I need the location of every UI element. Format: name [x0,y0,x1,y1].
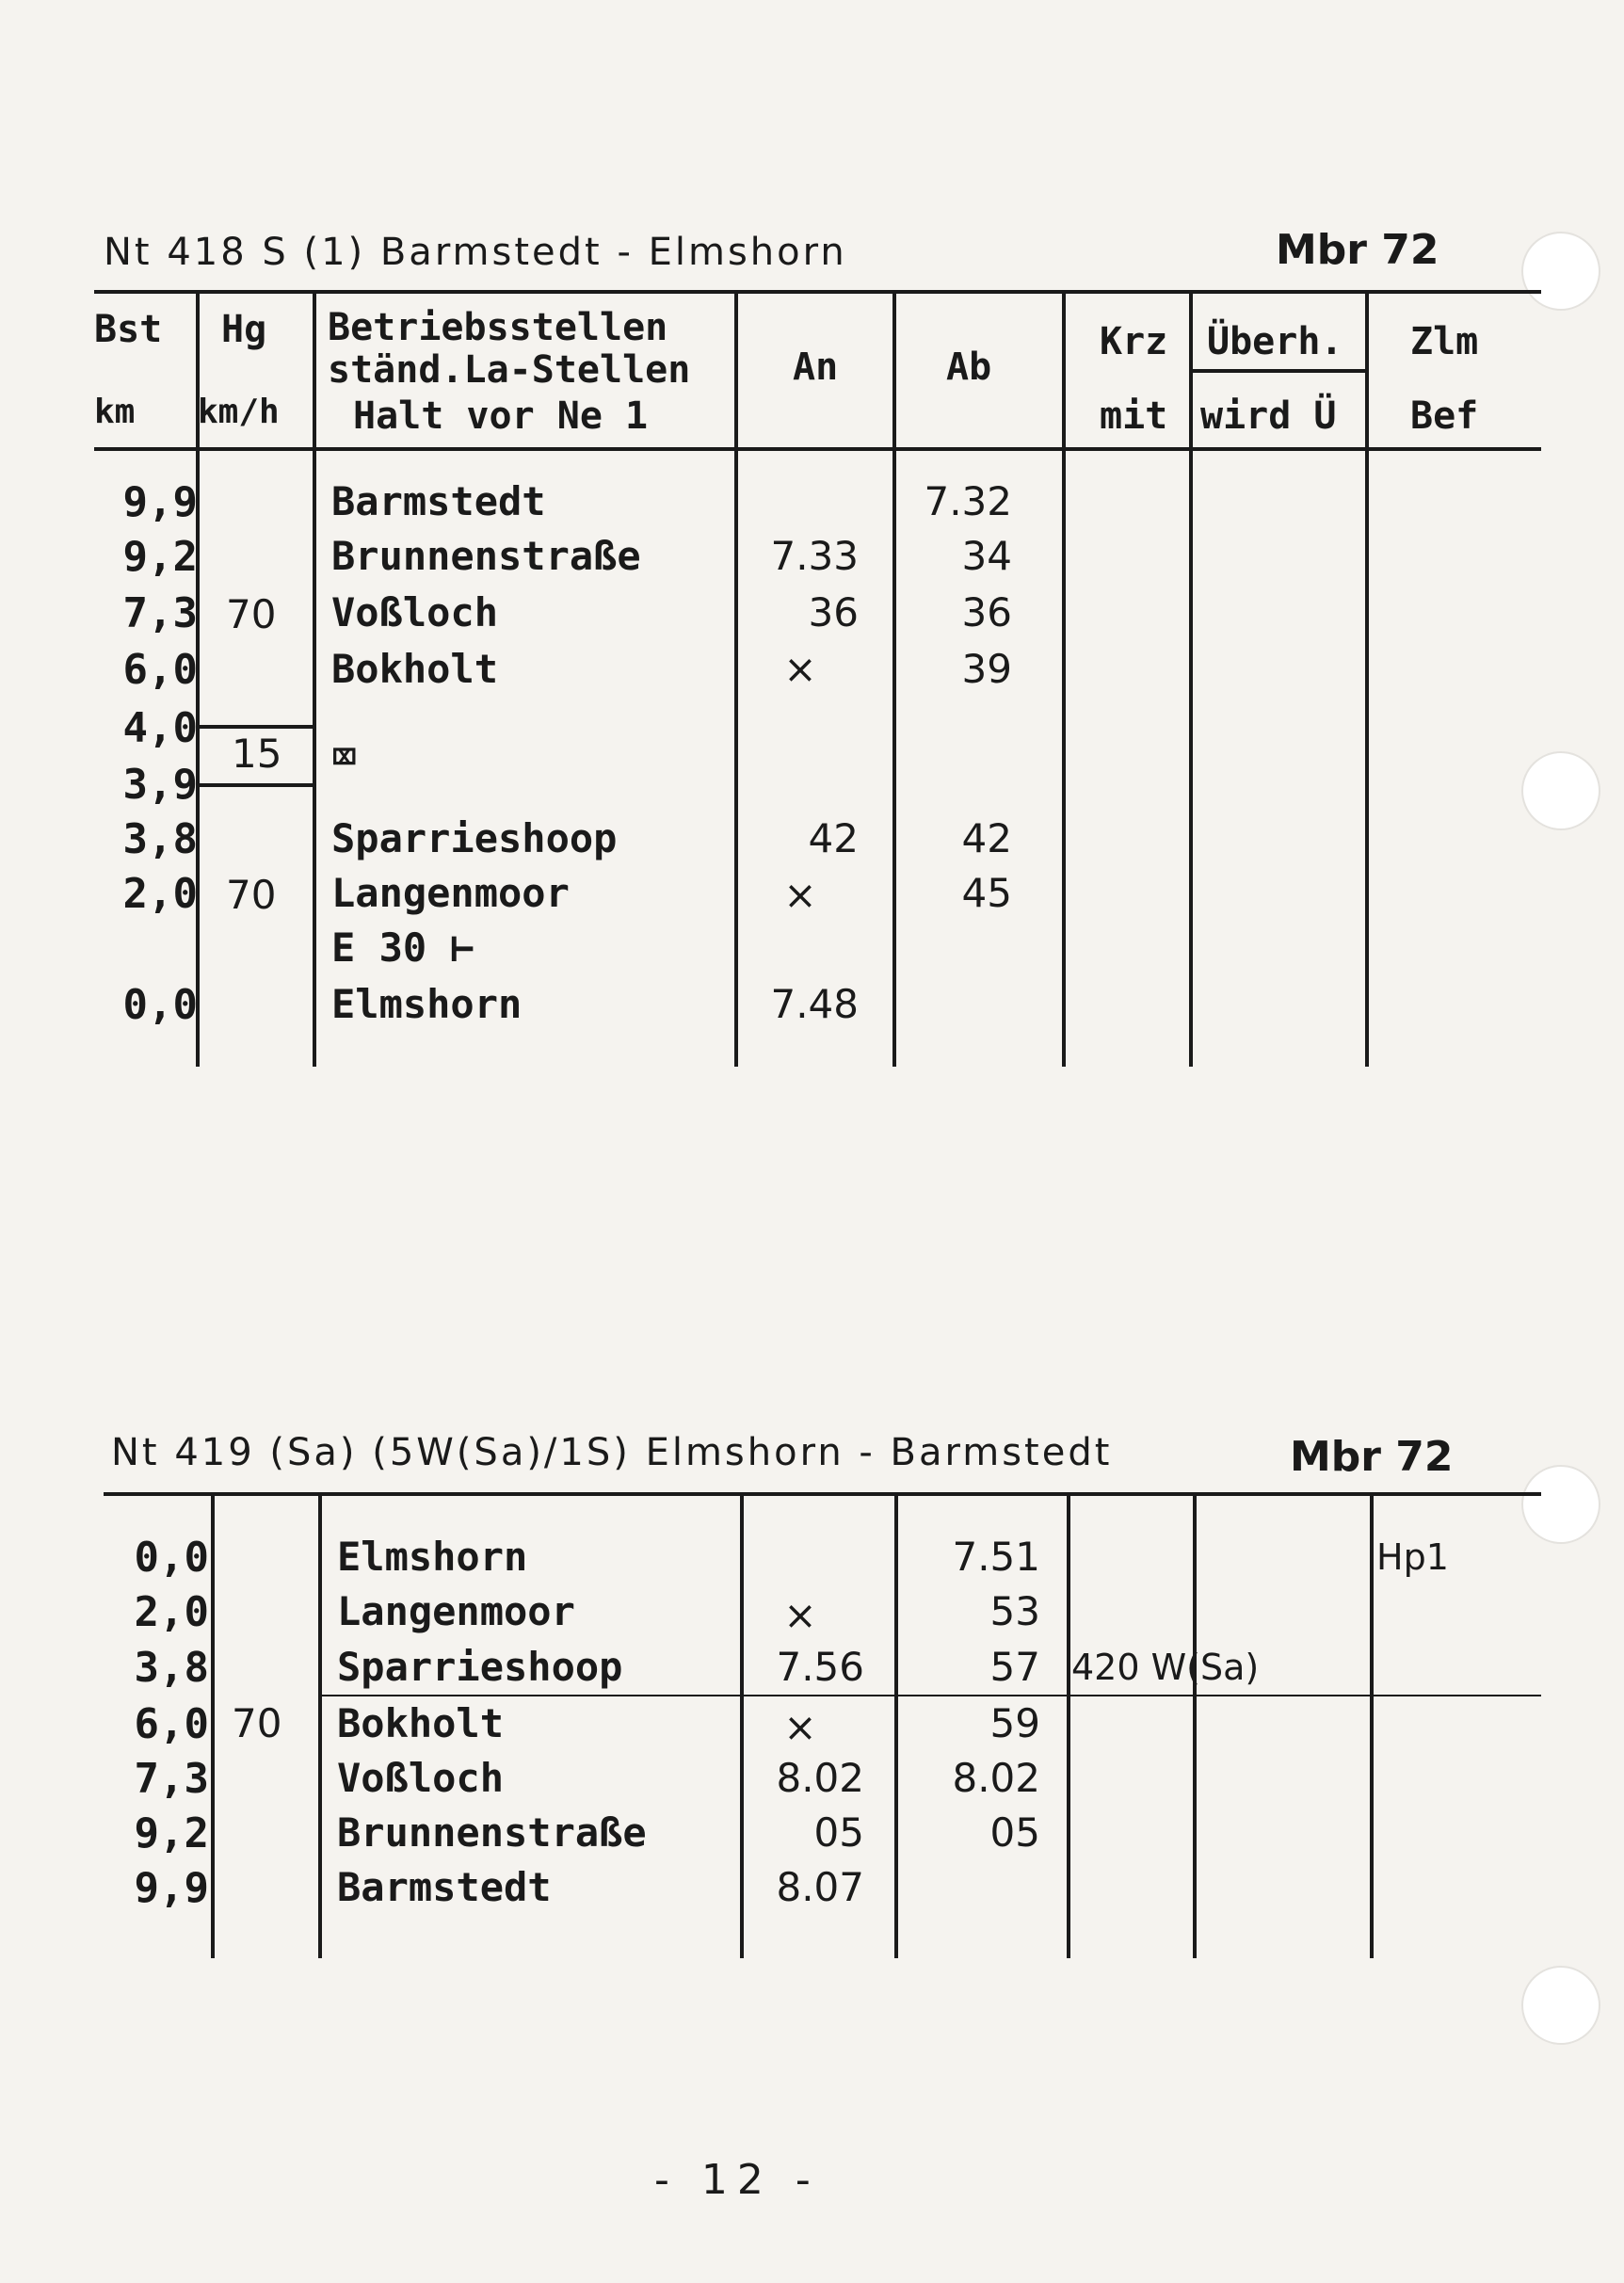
arrival-time: 7.33 [770,533,859,579]
speed-value: 70 [232,1700,282,1746]
arrival-time: × [783,1592,817,1638]
arrival-time: 7.56 [776,1644,864,1690]
header-betrieb-3: Halt vor Ne 1 [353,394,649,438]
crossing-icon: ⌧ [331,731,358,781]
header-bottom-rule [94,447,1541,451]
krz-value: 420 W(Sa) [1071,1647,1260,1688]
km-value: 9,2 [122,533,198,581]
col-divider [894,1492,898,1958]
header-km: km [94,393,136,431]
header-betrieb-1: Betriebsstellen [328,306,668,349]
km-value: 2,0 [122,870,198,918]
km-value: 6,0 [134,1700,209,1748]
table-title: Nt 419 (Sa) (5W(Sa)/1S) Elmshorn - Barmstedt [111,1431,1113,1474]
col-divider [1062,290,1066,1067]
km-value: 2,0 [134,1588,209,1636]
header-zlm: Zlm [1410,320,1479,363]
km-value: 0,0 [122,981,198,1029]
station-name: Barmstedt [331,478,546,524]
arrival-time: 36 [808,589,859,635]
station-name: Voßloch [331,589,499,635]
col-divider [1189,290,1193,1067]
header-uberh: Überh. [1207,320,1343,363]
departure-time: 42 [961,815,1012,861]
km-value: 3,8 [134,1644,209,1692]
header-an: An [793,346,839,389]
km-value: 9,9 [122,478,198,526]
station-name: Bokholt [337,1700,505,1746]
col-divider [313,290,316,1067]
zlm-value: Hp1 [1376,1536,1449,1578]
header-bst: Bst [94,308,163,351]
page-number: - 12 - [654,2156,820,2204]
punch-hole [1523,1467,1599,1542]
km-value: 7,3 [134,1755,209,1803]
speed-value: 15 [232,731,282,777]
col-divider [1365,290,1369,1067]
departure-time: 7.51 [952,1534,1040,1580]
punch-hole [1523,753,1599,828]
km-value: 3,9 [122,761,198,809]
arrival-time: × [783,646,817,692]
station-name: Brunnenstraße [337,1809,647,1856]
km-value: 6,0 [122,646,198,694]
station-name: Langenmoor [337,1588,575,1634]
uberh-divider [1191,369,1365,373]
table-top-rule [94,290,1541,294]
col-divider [734,290,738,1067]
km-value: 0,0 [134,1534,209,1582]
header-mit: mit [1100,394,1168,438]
punch-hole [1523,233,1599,309]
col-divider [211,1492,215,1958]
arrival-time: 8.02 [776,1755,864,1801]
speed-value: 70 [226,872,277,918]
arrival-time: × [783,872,817,918]
km-value: 4,0 [122,704,198,752]
arrival-time: 8.07 [776,1864,864,1910]
table-title: Nt 418 S (1) Barmstedt - Elmshorn [104,231,847,274]
departure-time: 45 [961,870,1012,916]
departure-time: 34 [961,533,1012,579]
km-value: 3,8 [122,815,198,863]
row-divider [320,1695,1541,1696]
header-krz: Krz [1100,320,1168,363]
header-bef: Bef [1410,394,1479,438]
departure-time: 39 [961,646,1012,692]
station-name: Sparrieshoop [337,1644,623,1690]
col-divider [1370,1492,1374,1958]
departure-time: 53 [989,1588,1040,1634]
km-value: 7,3 [122,589,198,637]
col-divider [1193,1492,1197,1958]
header-kmh: km/h [198,393,280,431]
arrival-time: 7.48 [770,981,859,1027]
station-name: E 30 ⊢ [331,924,474,971]
station-name: Barmstedt [337,1864,552,1910]
km-value: 9,2 [134,1809,209,1857]
header-hg: Hg [221,308,267,351]
header-ab: Ab [946,346,992,389]
col-divider [318,1492,322,1958]
departure-time: 36 [961,589,1012,635]
station-name: Voßloch [337,1755,505,1801]
departure-time: 05 [989,1809,1040,1856]
arrival-time: 05 [813,1809,864,1856]
col-divider [1067,1492,1070,1958]
km-value: 9,9 [134,1864,209,1912]
mbr-label: Mbr 72 [1276,226,1439,274]
departure-time: 57 [989,1644,1040,1690]
station-name: Bokholt [331,646,499,692]
arrival-time: 42 [808,815,859,861]
mbr-label: Mbr 72 [1290,1433,1454,1481]
speed-value: 70 [226,591,277,637]
station-name: Sparrieshoop [331,815,618,861]
station-name: Elmshorn [337,1534,528,1580]
station-name: Elmshorn [331,981,523,1027]
station-name: Langenmoor [331,870,570,916]
station-name: Brunnenstraße [331,533,641,579]
departure-time: 59 [989,1700,1040,1746]
punch-hole [1523,1968,1599,2043]
departure-time: 8.02 [952,1755,1040,1801]
header-wird: wird Ü [1200,394,1337,438]
header-betrieb-2: ständ.La-Stellen [328,348,691,392]
arrival-time: × [783,1704,817,1750]
departure-time: 7.32 [924,478,1012,524]
